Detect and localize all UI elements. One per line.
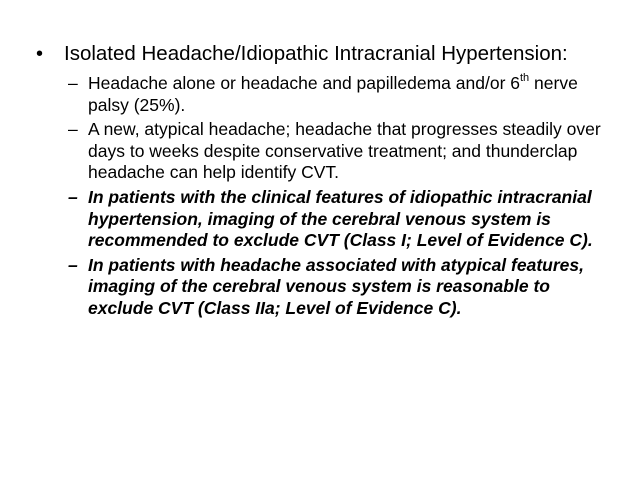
dash-marker: – (68, 186, 78, 207)
main-bullet-text: Isolated Headache/Idiopathic Intracranial Hypertension: (64, 42, 568, 65)
dash-marker: – (68, 254, 78, 275)
recommendation-item (68, 255, 616, 320)
sub-bullet-item (68, 119, 616, 184)
sub-bullet-text-continued: nerve palsy (25%). (88, 73, 578, 115)
bullet-marker: • (36, 43, 44, 65)
sub-bullet-text: A new, atypical headache; headache that progresses steadily over days to weeks despite conservative treatment; and thunderclap headache can help identify CVT. (88, 119, 601, 183)
dash-marker: – (68, 73, 78, 93)
recommendation-text: In patients with the clinical features of idiopathic intracranial hypertension, imaging of the cerebral venous system is recommended to exclude CVT (Class I; Level of Evidence C). (88, 186, 593, 251)
ordinal-superscript: th (520, 72, 530, 85)
sub-bullet-text: Headache alone or headache and papilledema and/or 6 (88, 73, 520, 93)
dash-marker: – (68, 119, 78, 140)
recommendation-item (68, 187, 616, 252)
sub-bullet-item (68, 73, 616, 116)
main-bullet (36, 42, 616, 66)
recommendation-text: In patients with headache associated with atypical features, imaging of the cerebral venous system is reasonable to exclude CVT (Class IIa; Level of Evidence C). (88, 254, 584, 318)
bullet-block (36, 42, 616, 323)
sub-bullet-list (36, 73, 616, 320)
